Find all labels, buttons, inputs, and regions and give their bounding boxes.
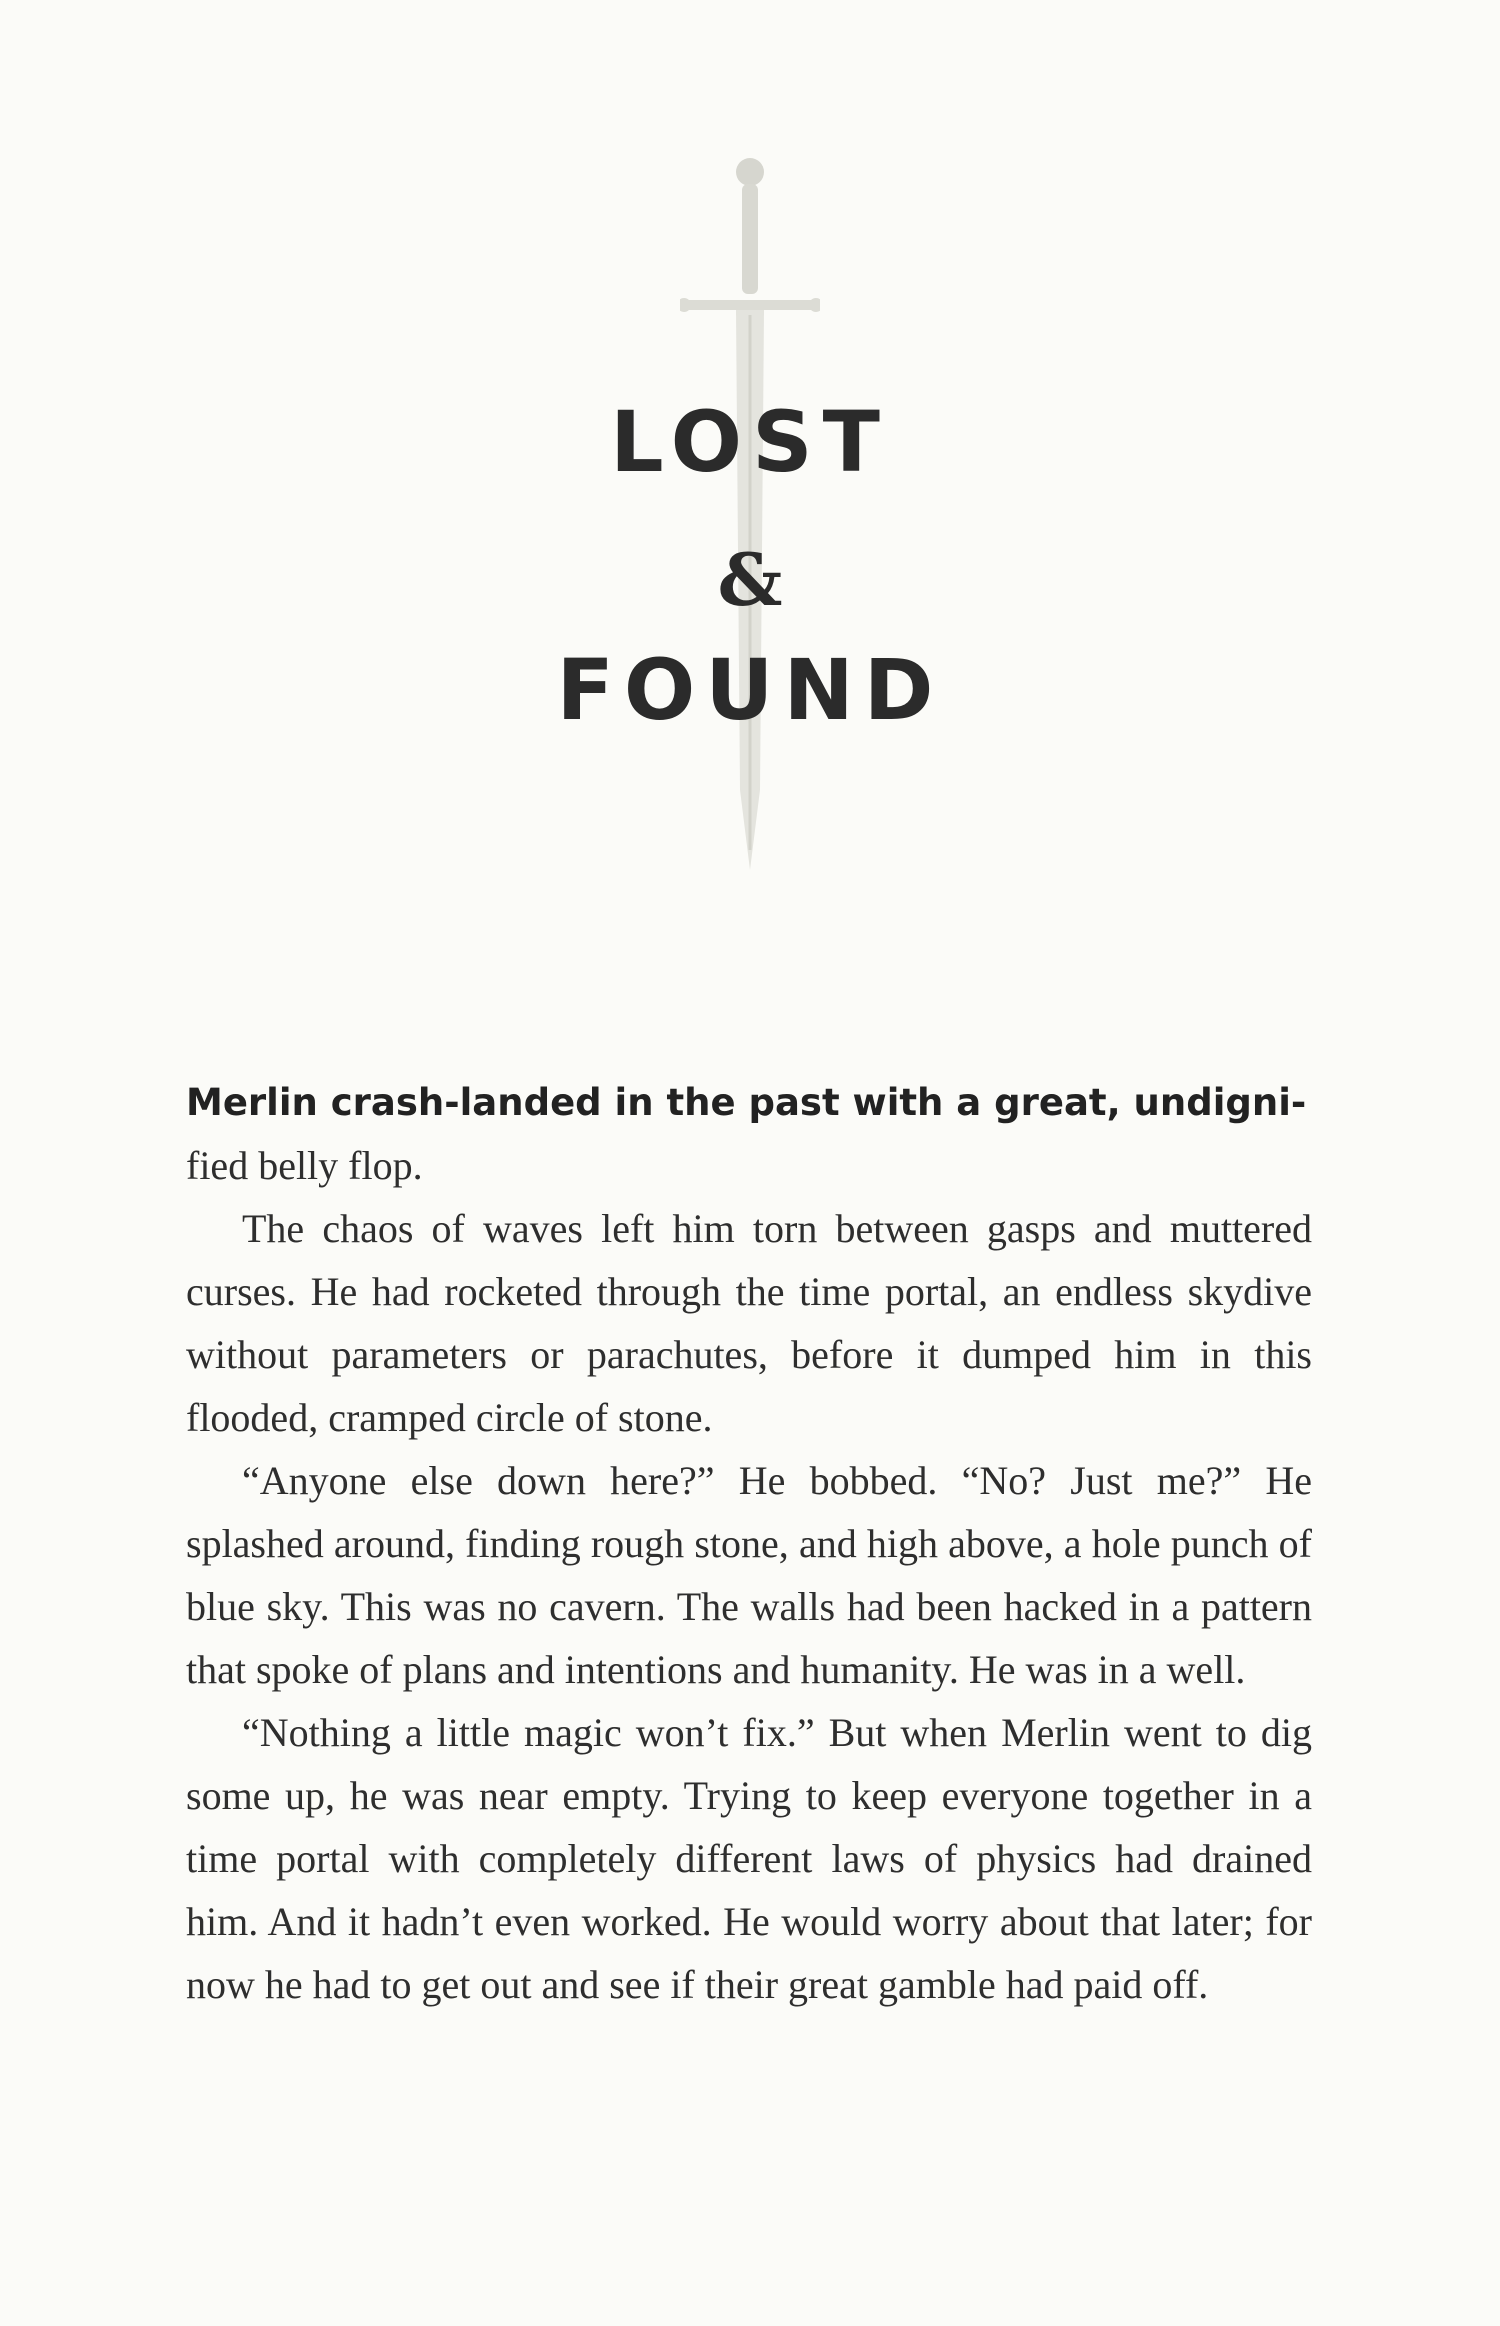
paragraph-4: “Nothing a little magic won’t fix.” But when Merlin went to dig some up, he was near empty. Trying to keep everyone together in a time portal with completely different laws of physics had drained him. And it hadn’t even worked. He would worry about that later; for now he had to get out and see if their great gamble had paid off. [186,1710,1312,2007]
chapter-title-ampersand: & [717,537,783,622]
paragraph-1-rest: fied belly flop. [186,1143,423,1188]
sword-icon [680,150,820,870]
lead-in-text: Merlin crash-landed in the past with a great, undigni- [186,1081,1307,1124]
paragraph-2: The chaos of waves left him torn between gasps and muttered curses. He had rocketed through the time portal, an endless skydive without parameters or parachutes, before it dumped him in this flooded, cramped circle of stone. [186,1206,1312,1440]
chapter-body [186,1070,1312,2016]
paragraph-1 [186,1070,1312,1197]
chapter-title-found: FOUND [556,641,944,739]
chapter-title-lost: LOST [610,393,890,491]
paragraph-3: “Anyone else down here?” He bobbed. “No? Just me?” He splashed around, finding rough stone, and high above, a hole punch of blue sky. This was no cavern. The walls had been hacked in a pattern that spoke of plans and intentions and humanity. He was in a well. [186,1458,1312,1692]
